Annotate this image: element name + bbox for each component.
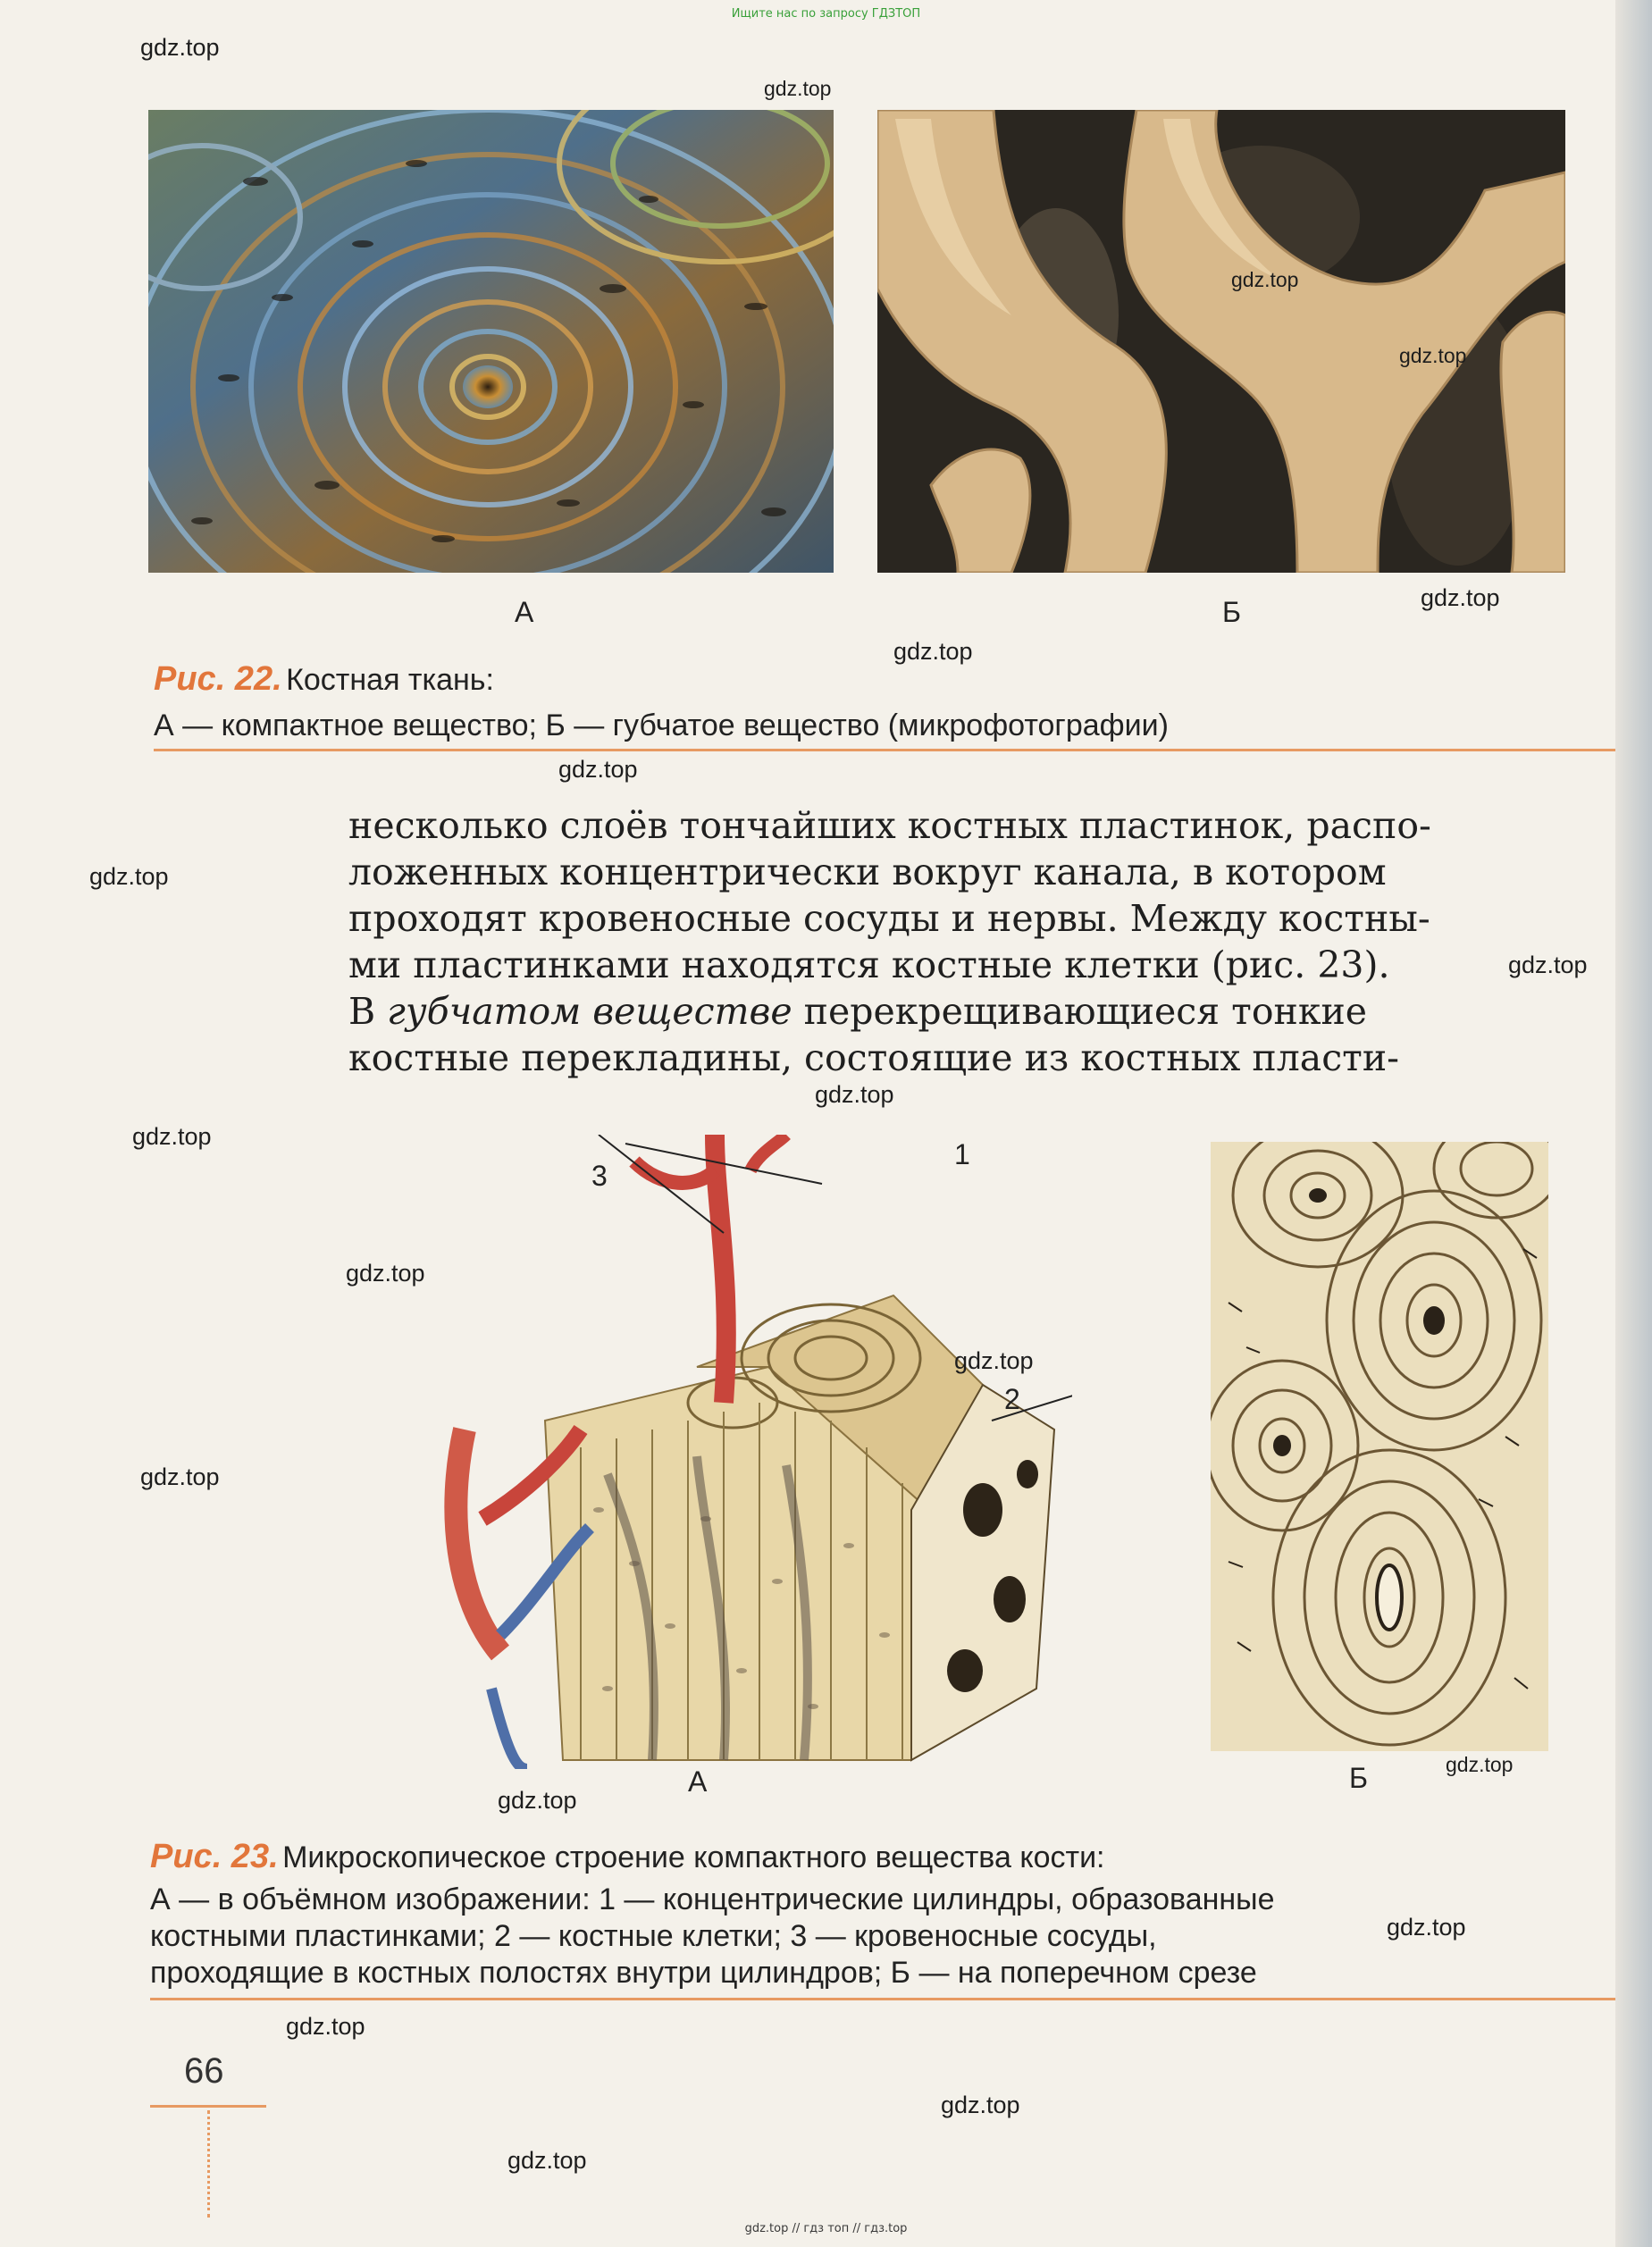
- fig23-caption-line: проходящие в костных полостях внутри цилиндров; Б — на поперечном срезе: [150, 1956, 1257, 1990]
- fig23-caption-title-text: Микроскопическое строение компактного вещества кости:: [282, 1840, 1105, 1874]
- fig23-callout-3: 3: [591, 1160, 608, 1192]
- watermark: gdz.top: [132, 1123, 212, 1150]
- fig23-callout-1: 1: [954, 1138, 970, 1170]
- watermark: gdz.top: [140, 34, 220, 61]
- fig22-caption-title: Рис. 22.: [154, 660, 282, 698]
- fig22-caption-desc: А — компактное вещество; Б — губчатое вещество (микрофотографии): [154, 708, 1169, 742]
- watermark: gdz.top: [893, 638, 973, 665]
- watermark: gdz.top: [507, 2147, 587, 2174]
- bottom-banner: gdz.top // гдз топ // гдз.top: [744, 2222, 908, 2235]
- fig23-label-a: А: [688, 1765, 708, 1798]
- watermark: gdz.top: [140, 1463, 220, 1490]
- watermark: gdz.top: [89, 863, 169, 890]
- body-term-spongy: губчатом веществе: [387, 990, 792, 1033]
- watermark: gdz.top: [498, 1787, 577, 1814]
- fig23-caption-line: костными пластинками; 2 — костные клетки; 3 — кровеносные сосуды,: [150, 1919, 1157, 1953]
- page-margin-dots: [207, 2110, 210, 2218]
- watermark: gdz.top: [1387, 1914, 1466, 1941]
- watermark: gdz.top: [815, 1081, 894, 1108]
- fig23-caption-line: А — в объёмном изображении: 1 — концентрические цилиндры, образованные: [150, 1882, 1275, 1916]
- fig22-caption: [154, 659, 1449, 745]
- body-line5-end: перекрещивающиеся тонкие: [792, 990, 1368, 1033]
- body-line: ложенных концентрически вокруг канала, в котором: [348, 851, 1387, 893]
- body-line: проходят кровеносные сосуды и нервы. Между костны-: [348, 897, 1430, 940]
- watermark: gdz.top: [346, 1260, 425, 1287]
- fig22-image-b: [877, 110, 1565, 573]
- fig23-image-a: [429, 1135, 1072, 1769]
- fig23-label-b: Б: [1349, 1762, 1368, 1794]
- body-paragraph: [348, 802, 1564, 1081]
- fig22-separator: [154, 749, 1623, 751]
- watermark: gdz.top: [1399, 344, 1467, 367]
- watermark: gdz.top: [1231, 268, 1299, 291]
- top-banner: Ищите нас по запросу ГДЗТОП: [731, 7, 921, 21]
- body-line: ми пластинками находятся костные клетки (рис. 23).: [348, 943, 1390, 986]
- watermark: gdz.top: [286, 2013, 365, 2040]
- fig23-caption: [150, 1839, 1544, 1991]
- fig23-caption-title: Рис. 23.: [150, 1838, 279, 1875]
- fig23-callout-2: 2: [1004, 1383, 1020, 1415]
- page-number-underline: [150, 2105, 266, 2108]
- watermark: gdz.top: [1421, 584, 1500, 611]
- watermark: gdz.top: [558, 756, 638, 783]
- watermark: gdz.top: [1446, 1753, 1514, 1776]
- fig22-caption-title-text: Костная ткань:: [286, 663, 494, 697]
- body-line5-start: В: [348, 990, 388, 1033]
- fig22-label-a: А: [515, 596, 534, 628]
- watermark: gdz.top: [1508, 952, 1588, 978]
- watermark: gdz.top: [941, 2092, 1020, 2118]
- body-line: несколько слоёв тончайших костных пластинок, распо-: [348, 804, 1431, 847]
- watermark: gdz.top: [764, 77, 832, 100]
- body-line: костные перекладины, состоящие из костных пласти-: [348, 1036, 1400, 1079]
- fig22-image-a: [148, 110, 834, 573]
- fig23-separator: [150, 1998, 1623, 2000]
- watermark: gdz.top: [954, 1347, 1034, 1374]
- fig23-image-b: [1211, 1142, 1548, 1751]
- fig22-label-b: Б: [1222, 596, 1241, 628]
- body-line: [348, 988, 1564, 1035]
- page-edge: [1615, 0, 1652, 2247]
- page-number: 66: [184, 2051, 224, 2091]
